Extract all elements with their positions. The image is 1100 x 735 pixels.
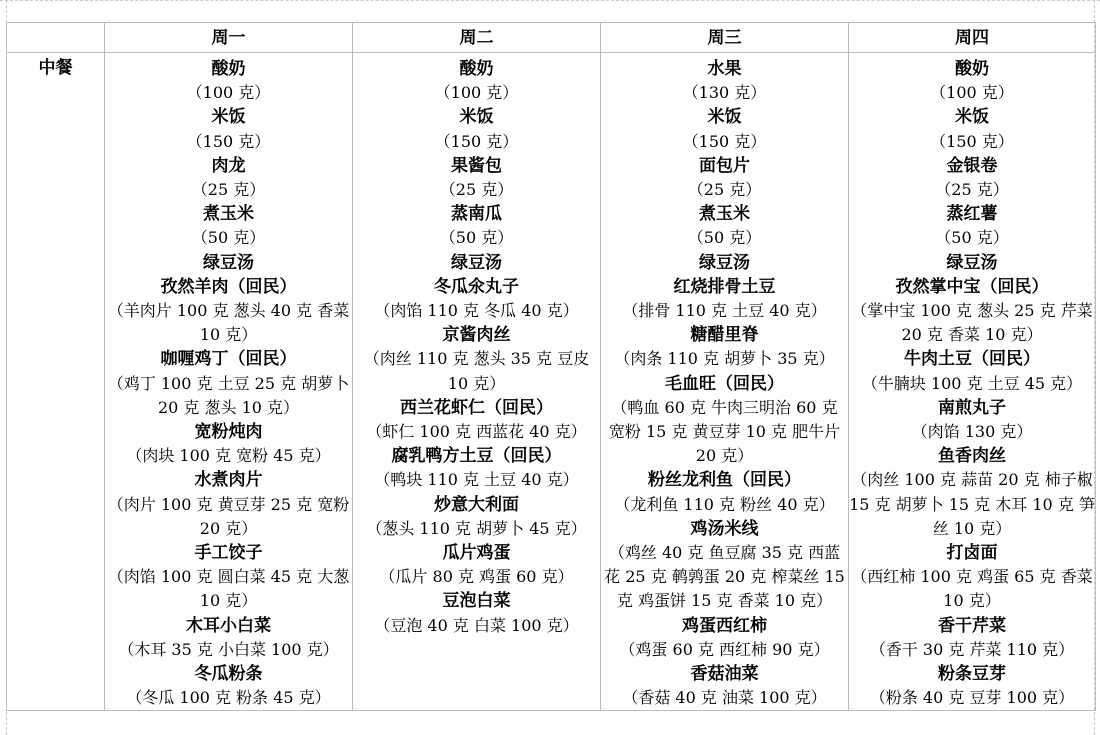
day-header-tue: 周二: [353, 23, 601, 53]
dish-ingredients: （鸭血 60 克 牛肉三明治 60 克 宽粉 15 克 黄豆芽 10 克 肥牛片 20 克）: [608, 397, 841, 466]
dish-ingredients: （50 克）: [687, 228, 762, 248]
dish-name: 水煮肉片: [194, 470, 263, 491]
dish-ingredients: （鸡丁 100 克 土豆 25 克 胡萝卜 20 克 葱头 10 克）: [107, 373, 350, 417]
dish-ingredients: （葱头 110 克 胡萝卜 45 克）: [366, 518, 587, 538]
dish-ingredients: （龙利鱼 110 克 粉丝 40 克）: [614, 494, 835, 514]
day-header-mon: 周一: [105, 23, 353, 53]
dish-name: 酸奶: [211, 59, 246, 79]
dish-name: 绿豆汤: [699, 252, 750, 273]
dish-ingredients: （掌中宝 100 克 葱头 25 克 芹菜 20 克 香菜 10 克）: [851, 301, 1093, 345]
dish-name: 糖醋里脊: [690, 325, 759, 346]
dish-ingredients: （150 克）: [930, 131, 1014, 151]
dish-name: 豆泡白菜: [442, 591, 511, 612]
dish-name: 打卤面: [946, 543, 998, 564]
dish-ingredients: （鸭块 110 克 土豆 40 克）: [374, 470, 579, 490]
dish-name: 牛肉土豆（回民）: [904, 349, 1040, 370]
dish-name: 米饭: [707, 107, 742, 128]
day-menu-cell: [105, 53, 353, 711]
dish-name: 宽粉炖肉: [194, 422, 263, 443]
dish-ingredients: （25 克）: [439, 180, 514, 200]
dish-name: 粉条豆芽: [938, 664, 1006, 685]
day-menu-cell: [849, 53, 1096, 711]
day-header-wed: 周三: [601, 23, 849, 53]
dish-ingredients: （肉条 110 克 胡萝卜 35 克）: [614, 349, 835, 369]
dish-ingredients: （鸡丝 40 克 鱼豆腐 35 克 西蓝花 25 克 鹌鹑蛋 20 克 榨菜丝 15 克 鸡蛋饼 15 克 香菜 10 克）: [604, 543, 845, 611]
corner-cell: [7, 23, 105, 53]
dish-ingredients: （150 克）: [186, 131, 271, 151]
dish-ingredients: （肉丝 110 克 葱头 35 克 豆皮 10 克）: [363, 349, 590, 393]
dish-ingredients: （瓜片 80 克 鸡蛋 60 克）: [379, 567, 574, 587]
dish-ingredients: （西红柿 100 克 鸡蛋 65 克 香菜 10 克）: [851, 567, 1093, 611]
dish-ingredients: （130 克）: [682, 83, 767, 103]
weekly-menu-table: [6, 22, 1096, 711]
dish-ingredients: （50 克）: [935, 228, 1009, 248]
dish-name: 米饭: [955, 107, 989, 128]
dish-name: 水果: [707, 59, 742, 79]
dish-ingredients: （50 克）: [439, 228, 514, 248]
dish-name: 香菇油菜: [690, 664, 759, 685]
dish-name: 京酱肉丝: [442, 325, 511, 346]
dish-name: 孜然掌中宝（回民）: [895, 276, 1049, 297]
dish-ingredients: （25 克）: [191, 180, 266, 200]
day-menu-cell: [601, 53, 849, 711]
dish-name: 肉龙: [211, 155, 246, 176]
dish-name: 孜然羊肉（回民）: [160, 276, 297, 297]
dish-ingredients: （香菇 40 克 油菜 100 克）: [622, 688, 827, 708]
dish-name: 鸡蛋西红柿: [682, 615, 767, 636]
dish-ingredients: （肉馅 110 克 冬瓜 40 克）: [374, 301, 579, 321]
dish-name: 手工饺子: [194, 543, 263, 564]
dish-ingredients: （木耳 35 克 小白菜 100 克）: [118, 639, 339, 659]
dish-ingredients: （50 克）: [191, 228, 266, 248]
dish-name: 绿豆汤: [451, 252, 502, 273]
day-menu-cell: [353, 53, 601, 711]
dish-name: 鱼香肉丝: [938, 446, 1006, 467]
dish-name: 面包片: [699, 155, 750, 176]
dish-ingredients: （肉丝 100 克 蒜苗 20 克 柿子椒 15 克 胡萝卜 15 克 木耳 10 克 笋丝 10 克）: [849, 470, 1095, 538]
dish-name: 酸奶: [459, 59, 494, 79]
dish-name: 毛血旺（回民）: [665, 373, 784, 394]
dish-name: 腐乳鸭方土豆（回民）: [391, 446, 562, 467]
dish-name: 绿豆汤: [203, 252, 254, 273]
dish-ingredients: （肉馅 100 克 圆白菜 45 克 大葱 10 克）: [107, 567, 350, 611]
dish-name: 红烧排骨土豆: [673, 276, 776, 297]
dish-ingredients: （25 克）: [935, 180, 1009, 200]
meal-label: 中餐: [7, 53, 105, 711]
dish-ingredients: （粉条 40 克 豆芽 100 克）: [869, 688, 1075, 708]
dish-name: 南煎丸子: [938, 397, 1006, 418]
dish-name: 炒意大利面: [434, 494, 519, 515]
dish-ingredients: （冬瓜 100 克 粉条 45 克）: [126, 688, 331, 708]
dish-name: 木耳小白菜: [186, 615, 271, 636]
day-header-thu: 周四: [849, 23, 1096, 53]
dish-name: 鸡汤米线: [690, 518, 759, 539]
dish-name: 金银卷: [946, 155, 998, 176]
dish-ingredients: （羊肉片 100 克 葱头 40 克 香菜 10 克）: [107, 301, 350, 345]
dish-name: 瓜片鸡蛋: [442, 543, 511, 564]
dish-ingredients: （肉馅 130 克）: [911, 422, 1033, 442]
dish-name: 米饭: [211, 107, 246, 128]
dish-name: 果酱包: [451, 155, 502, 176]
dish-name: 咖喱鸡丁（回民）: [160, 349, 297, 370]
dish-ingredients: （排骨 110 克 土豆 40 克）: [622, 301, 827, 321]
gridline: [0, 0, 1100, 1]
dish-name: 蒸南瓜: [451, 204, 502, 225]
dish-ingredients: （150 克）: [434, 131, 519, 151]
dish-ingredients: （虾仁 100 克 西蓝花 40 克）: [366, 422, 587, 442]
header-row: [7, 23, 1096, 53]
dish-ingredients: （150 克）: [682, 131, 767, 151]
dish-ingredients: （100 克）: [434, 83, 519, 103]
lunch-row: [7, 53, 1096, 711]
dish-name: 香干芹菜: [938, 615, 1006, 636]
dish-name: 冬瓜氽丸子: [434, 276, 519, 297]
dish-name: 粉丝龙利鱼（回民）: [648, 470, 801, 491]
dish-name: 西兰花虾仁（回民）: [400, 397, 553, 418]
dish-ingredients: （25 克）: [687, 180, 762, 200]
dish-ingredients: （豆泡 40 克 白菜 100 克）: [374, 615, 579, 635]
dish-name: 煮玉米: [699, 204, 750, 225]
dish-name: 蒸红薯: [946, 204, 998, 225]
dish-ingredients: （鸡蛋 60 克 西红柿 90 克）: [619, 639, 830, 659]
dish-ingredients: （牛腩块 100 克 土豆 45 克）: [861, 373, 1083, 393]
dish-name: 煮玉米: [203, 204, 254, 225]
dish-ingredients: （香干 30 克 芹菜 110 克）: [869, 639, 1075, 659]
dish-ingredients: （肉块 100 克 宽粉 45 克）: [126, 446, 331, 466]
dish-name: 冬瓜粉条: [194, 664, 263, 685]
dish-name: 绿豆汤: [946, 252, 998, 273]
dish-ingredients: （100 克）: [930, 83, 1014, 103]
dish-ingredients: （肉片 100 克 黄豆芽 25 克 宽粉 20 克）: [107, 494, 350, 538]
dish-name: 米饭: [459, 107, 494, 128]
dish-name: 酸奶: [955, 59, 989, 79]
dish-ingredients: （100 克）: [186, 83, 271, 103]
